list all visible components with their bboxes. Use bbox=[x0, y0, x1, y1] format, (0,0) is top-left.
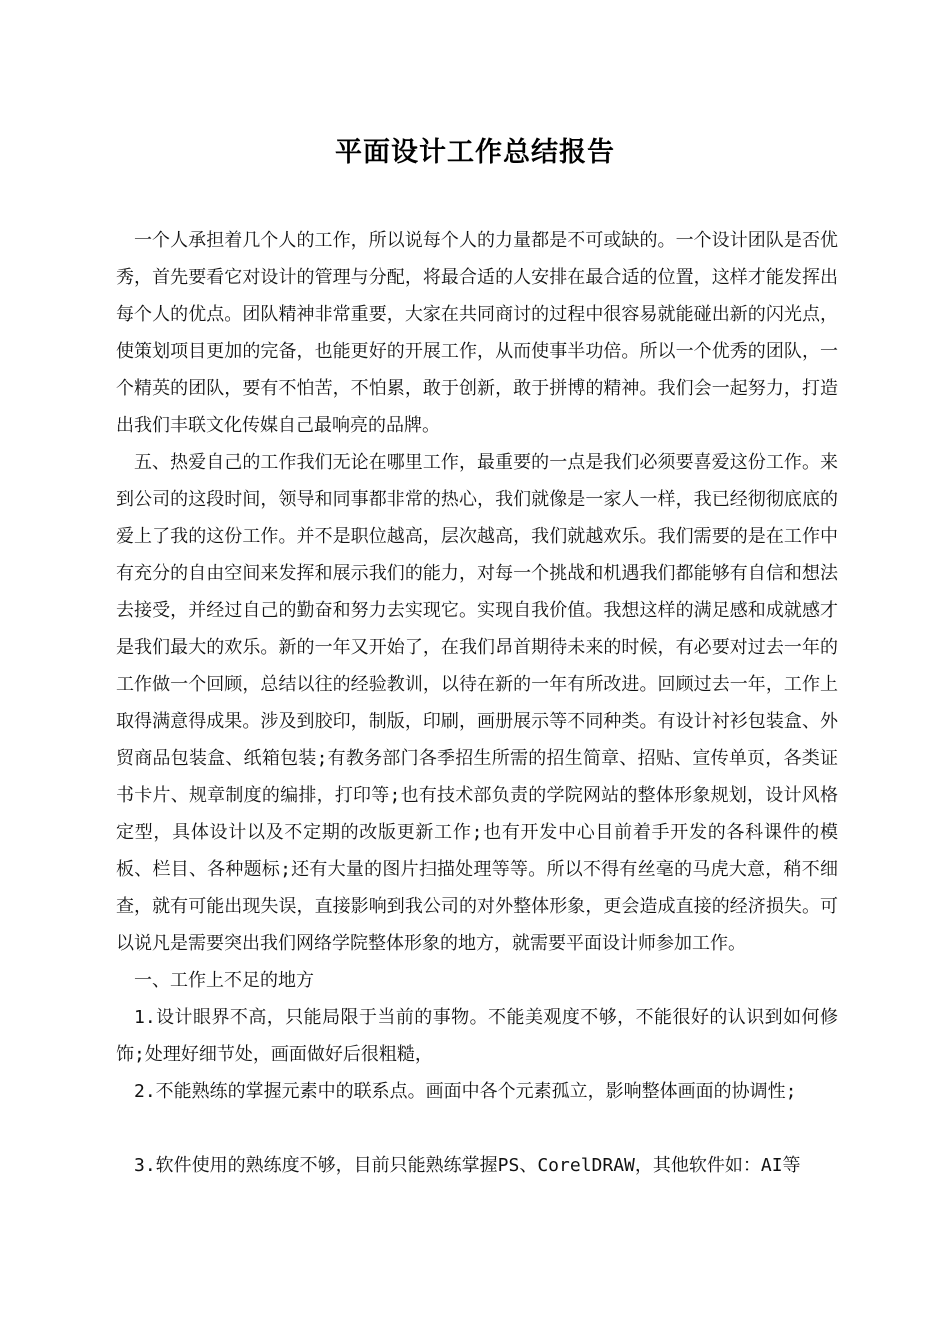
list-item-1: 1.设计眼界不高，只能局限于当前的事物。不能美观度不够，不能很好的认识到如何修饰;处理好细节处，画面做好后很粗糙， bbox=[116, 1007, 838, 1065]
document-body bbox=[116, 222, 838, 1184]
section-heading-shortcomings: 一、工作上不足的地方 bbox=[134, 970, 314, 991]
list-item-3: 3.软件使用的熟练度不够，目前只能熟练掌握PS、CorelDRAW，其他软件如：AI等 bbox=[134, 1155, 801, 1176]
paragraph-team: 一个人承担着几个人的工作，所以说每个人的力量都是不可或缺的。一个设计团队是否优秀，首先要看它对设计的管理与分配，将最合适的人安排在最合适的位置，这样才能发挥出每个人的优点。团队精神非常重要，大家在共同商讨的过程中很容易就能碰出新的闪光点，使策划项目更加的完备，也能更好的开展工作，从而使事半功倍。所以一个优秀的团队，一个精英的团队，要有不怕苦，不怕累，敢于创新，敢于拼博的精神。我们会一起努力，打造出我们丰联文化传媒自己最响亮的品牌。 bbox=[116, 230, 838, 436]
list-item-2: 2.不能熟练的掌握元素中的联系点。画面中各个元素孤立，影响整体画面的协调性; bbox=[134, 1081, 797, 1102]
document-title: 平面设计工作总结报告 bbox=[335, 137, 615, 168]
paragraph-love-work: 五、热爱自己的工作我们无论在哪里工作，最重要的一点是我们必须要喜爱这份工作。来到公司的这段时间，领导和同事都非常的热心，我们就像是一家人一样，我已经彻彻底底的爱上了我的这份工作。并不是职位越高，层次越高，我们就越欢乐。我们需要的是在工作中有充分的自由空间来发挥和展示我们的能力，对每一个挑战和机遇我们都能够有自信和想法去接受，并经过自己的勤奋和努力去实现它。实现自我价值。我想这样的满足感和成就感才是我们最大的欢乐。新的一年又开始了，在我们昂首期待未来的时候，有必要对过去一年的工作做一个回顾，总结以往的经验教训，以待在新的一年有所改进。回顾过去一年，工作上取得满意得成果。涉及到胶印，制版，印刷，画册展示等不同种类。有设计衬衫包装盒、外贸商品包装盒、纸箱包装;有教务部门各季招生所需的招生简章、招贴、宣传单页，各类证书卡片、规章制度的编排，打印等;也有技术部负责的学院网站的整体形象规划，设计风格定型，具体设计以及不定期的改版更新工作;也有开发中心目前着手开发的各科课件的模板、栏目、各种题标;还有大量的图片扫描处理等等。所以不得有丝毫的马虎大意，稍不细查，就有可能出现失误，直接影响到我公司的对外整体形象，更会造成直接的经济损失。可以说凡是需要突出我们网络学院整体形象的地方，就需要平面设计师参加工作。 bbox=[116, 452, 838, 954]
